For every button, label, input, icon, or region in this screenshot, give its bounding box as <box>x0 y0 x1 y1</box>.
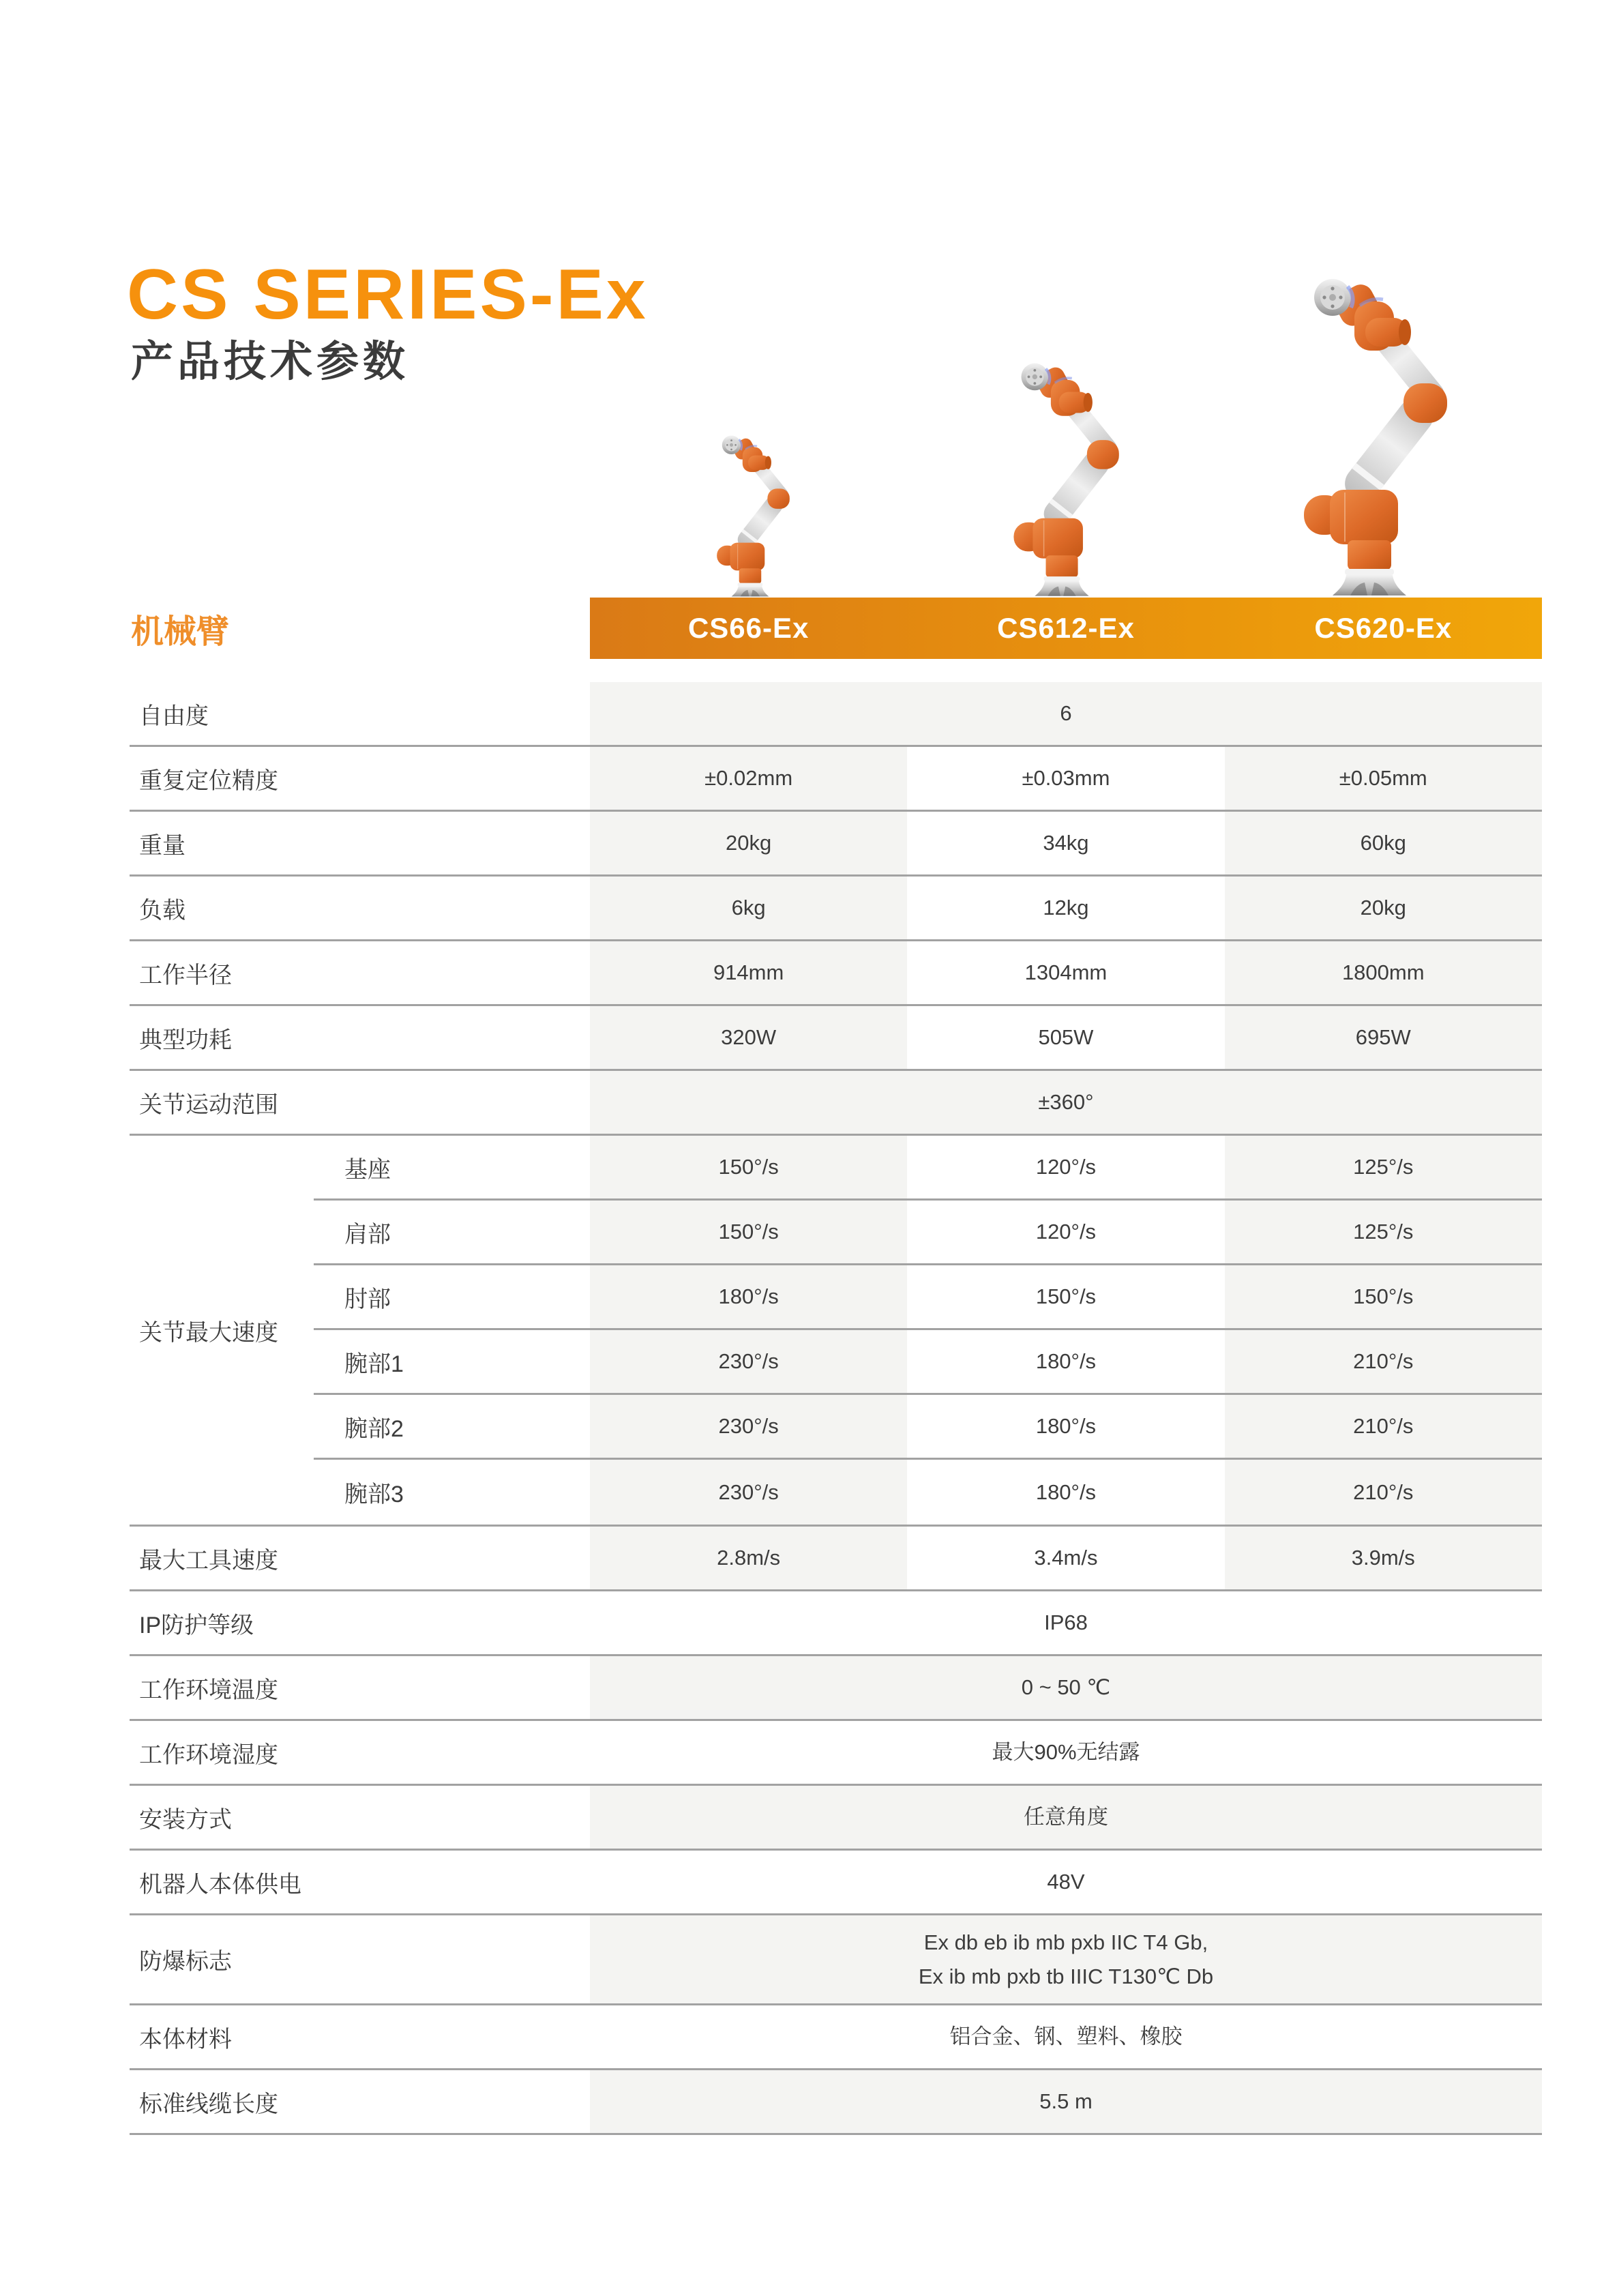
row-label: 腕部2 <box>344 1415 404 1442</box>
spec-cell: 210°/s <box>1225 1395 1542 1458</box>
page-title: CS SERIES-Ex <box>127 255 649 334</box>
model-header-cs66-ex: CS66-Ex <box>687 612 810 644</box>
spec-cell: 180°/s <box>1035 1480 1097 1504</box>
row-label: 最大工具速度 <box>139 1547 278 1574</box>
row-label: 肘部 <box>344 1286 391 1312</box>
spec-row <box>130 1656 1542 1721</box>
row-label: 本体材料 <box>139 2026 232 2052</box>
spec-cell: 120°/s <box>1035 1220 1097 1243</box>
spec-cell-merged <box>590 1915 1542 2003</box>
spec-cell: 120°/s <box>1035 1155 1097 1179</box>
spec-cell: ±0.03mm <box>1022 766 1110 790</box>
row-label: 负载 <box>139 897 185 924</box>
spec-row <box>130 812 1542 877</box>
row-label: IP防护等级 <box>139 1612 254 1638</box>
page-subtitle: 产品技术参数 <box>131 338 410 385</box>
row-label: 典型功耗 <box>139 1027 232 1053</box>
spec-row <box>130 682 1542 747</box>
spec-row <box>130 2070 1542 2135</box>
row-label: 关节运动范围 <box>139 1091 278 1118</box>
spec-cell: 695W <box>1225 1006 1542 1069</box>
group-label: 关节最大速度 <box>139 1319 278 1346</box>
spec-row <box>130 1527 1542 1591</box>
spec-cell-merged: ±360° <box>590 1071 1542 1134</box>
robot-image-cs620-ex <box>1297 270 1447 598</box>
spec-cell: 60kg <box>1225 812 1542 874</box>
row-label: 机器人本体供电 <box>139 1871 301 1898</box>
spec-cell-line: Ex db eb ib mb pxb IIC T4 Gb, <box>923 1930 1208 1954</box>
spec-cell: 20kg <box>590 812 907 874</box>
row-label: 重量 <box>139 832 185 859</box>
spec-cell: 150°/s <box>590 1136 907 1198</box>
spec-row <box>130 877 1542 941</box>
spec-row <box>130 2005 1542 2070</box>
row-label: 安装方式 <box>139 1806 232 1833</box>
robot-image-cs612-ex <box>1009 357 1119 598</box>
row-label: 标准线缆长度 <box>139 2091 278 2117</box>
spec-cell: ±0.02mm <box>590 747 907 810</box>
spec-cell-merged: 5.5 m <box>590 2070 1542 2133</box>
spec-cell: 6kg <box>590 877 907 939</box>
row-label: 工作环境温度 <box>139 1677 278 1703</box>
spec-group-row <box>130 1136 1542 1527</box>
spec-cell: ±0.05mm <box>1225 747 1542 810</box>
spec-subrow <box>314 1265 1542 1330</box>
spec-table <box>130 682 1542 2135</box>
spec-cell: 34kg <box>1043 831 1089 855</box>
spec-cell-merged: 任意角度 <box>590 1786 1542 1849</box>
model-header-cs612-ex: CS612-Ex <box>997 612 1135 644</box>
spec-cell: 210°/s <box>1225 1330 1542 1393</box>
spec-cell-merged: 最大90%无结露 <box>992 1740 1140 1765</box>
spec-cell: 320W <box>590 1006 907 1069</box>
spec-cell: 150°/s <box>590 1201 907 1263</box>
spec-cell: 1304mm <box>1024 960 1108 984</box>
spec-cell: 2.8m/s <box>590 1527 907 1589</box>
spec-cell: 505W <box>1038 1025 1094 1049</box>
spec-cell: 125°/s <box>1225 1136 1542 1198</box>
spec-cell: 230°/s <box>590 1330 907 1393</box>
row-label: 防爆标志 <box>139 1949 232 1975</box>
spec-cell: 180°/s <box>1035 1414 1097 1438</box>
spec-subrow <box>314 1201 1542 1265</box>
spec-cell: 210°/s <box>1225 1460 1542 1525</box>
robot-image-cs66-ex <box>713 431 790 598</box>
row-label: 腕部1 <box>344 1351 404 1377</box>
row-label: 腕部3 <box>344 1482 404 1507</box>
spec-cell-merged: 0 ~ 50 ℃ <box>590 1656 1542 1719</box>
spec-row <box>130 1721 1542 1786</box>
row-label: 重复定位精度 <box>139 767 278 794</box>
spec-cell-merged: 铝合金、钢、塑料、橡胶 <box>949 2025 1183 2049</box>
spec-row <box>130 941 1542 1006</box>
spec-cell: 3.9m/s <box>1225 1527 1542 1589</box>
spec-cell-merged: 48V <box>1047 1870 1085 1894</box>
spec-cell: 150°/s <box>1035 1284 1097 1308</box>
model-header-bar <box>590 598 1542 659</box>
spec-cell-merged: IP68 <box>1044 1610 1088 1635</box>
spec-row <box>130 1851 1542 1915</box>
section-label-robot-arm: 机械臂 <box>131 613 230 650</box>
spec-cell: 20kg <box>1225 877 1542 939</box>
row-label: 基座 <box>344 1156 391 1183</box>
spec-cell: 125°/s <box>1225 1201 1542 1263</box>
spec-cell: 180°/s <box>1035 1349 1097 1373</box>
spec-cell: 230°/s <box>590 1395 907 1458</box>
spec-subrow <box>314 1330 1542 1395</box>
spec-row <box>130 1591 1542 1656</box>
spec-cell: 1800mm <box>1225 941 1542 1004</box>
row-label: 自由度 <box>139 703 209 729</box>
group-body <box>314 1136 1542 1525</box>
spec-row <box>130 1071 1542 1136</box>
model-header-cs620-ex: CS620-Ex <box>1314 612 1453 644</box>
row-label: 肩部 <box>344 1221 391 1248</box>
spec-row <box>130 747 1542 812</box>
spec-subrow <box>314 1460 1542 1525</box>
row-label: 工作半径 <box>139 962 232 988</box>
spec-cell: 230°/s <box>590 1460 907 1525</box>
spec-row <box>130 1915 1542 2005</box>
spec-cell: 12kg <box>1043 896 1089 919</box>
row-label: 工作环境湿度 <box>139 1741 278 1768</box>
spec-cell: 914mm <box>590 941 907 1004</box>
spec-cell: 150°/s <box>1225 1265 1542 1328</box>
spec-cell-merged: 6 <box>590 682 1542 745</box>
spec-cell: 3.4m/s <box>1034 1546 1098 1570</box>
spec-row <box>130 1006 1542 1071</box>
spec-cell: 180°/s <box>590 1265 907 1328</box>
spec-cell-line: Ex ib mb pxb tb IIIC T130℃ Db <box>918 1964 1214 1988</box>
spec-subrow <box>314 1395 1542 1460</box>
spec-row <box>130 1786 1542 1851</box>
spec-subrow <box>314 1136 1542 1201</box>
